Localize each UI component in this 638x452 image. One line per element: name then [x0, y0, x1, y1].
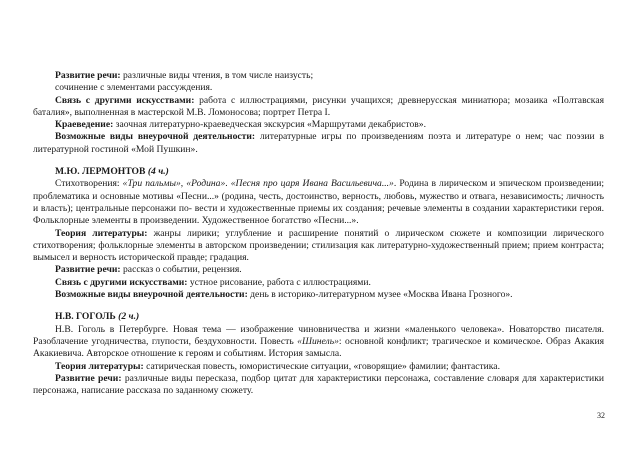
paragraph-speech-development-3: Развитие речи: различные виды пересказа, подбор цитат для характеристики персонажа, составление словаря для характеристики персонажа, написание рассказа по заданному сюжету.	[33, 372, 604, 397]
heading-lermontov: М.Ю. ЛЕРМОНТОВ (4 ч.)	[55, 166, 169, 178]
paragraph-arts-connection-2: Связь с другими искусствами: устное рисование, работа с иллюстрациями.	[55, 276, 371, 288]
paragraph-extracurricular-2: Возможные виды внеурочной деятельности: день в историко-литературном музее «Москва Ивана Грозного».	[55, 289, 513, 301]
paragraph-arts-connection-1: Связь с другими искусствами: работа с иллюстрациями, рисунки учащихся; древнерусская миниатюра; мозаика «Полтавская баталия», выполненная в мастерской М.В. Ломоносова; портрет Петра I.	[33, 94, 604, 118]
paragraph-lermontov-works: Стихотворения: «Три пальмы», «Родина». «Песня про царя Ивана Васильевича...». Родина в лирическом и эпическом произведении; проблематика и основные мотивы «Песни...» (родина, честь, достоинство, верность, любовь, мужество и отвага, независимость; личность и власть); центральные персонажи по- вести и художественные приемы их создания; речевые элементы в создании характеристики героя. Фольклорные элементы в произведении. Художественное богатство «Песни...».	[33, 178, 605, 227]
paragraph-speech-development-1b: сочинение с элементами рассуждения.	[55, 82, 213, 94]
paragraph-speech-development-2: Развитие речи: рассказ о событии, рецензия.	[55, 264, 242, 276]
heading-gogol: Н.В. ГОГОЛЬ (2 ч.)	[55, 311, 140, 323]
paragraph-gogol-works: Н.В. Гоголь в Петербурге. Новая тема — изображение чиновничества и жизни «маленького человека». Новаторство писателя. Разоблачение угодничества, глупости, бездуховности. Повесть «Шинель»: основной конфликт; трагическое и комическое. Образ Акакия Акакиевича. Авторское отношение к героям и событиям. История замысла.	[33, 323, 605, 360]
page-number: 32	[597, 411, 605, 420]
paragraph-speech-development-1: Развитие речи: различные виды чтения, в том числе наизусть;	[55, 70, 314, 81]
paragraph-literary-theory-2: Теория литературы: сатирическая повесть, юмористические ситуации, «говорящие» фамилии; фантастика.	[55, 360, 500, 372]
paragraph-local-history: Краеведение: заочная литературно-краеведческая экскурсия «Маршрутами декабристов».	[55, 119, 426, 131]
paragraph-literary-theory-1: Теория литературы: жанры лирики; углубление и расширение понятий о лирическом сюжете и композиции лирического стихотворения; фольклорные элементы в авторском произведении; стилизация как литературно-художественный прием; прием контраста; вымысел и верность исторической правде; градация.	[33, 227, 604, 264]
paragraph-extracurricular-1: Возможные виды внеурочной деятельности: литературные игры по произведениям поэта и литературе о нем; час поэзии в литературной гостиной «Мой Пушкин».	[33, 131, 604, 155]
document-page	[33, 70, 604, 397]
